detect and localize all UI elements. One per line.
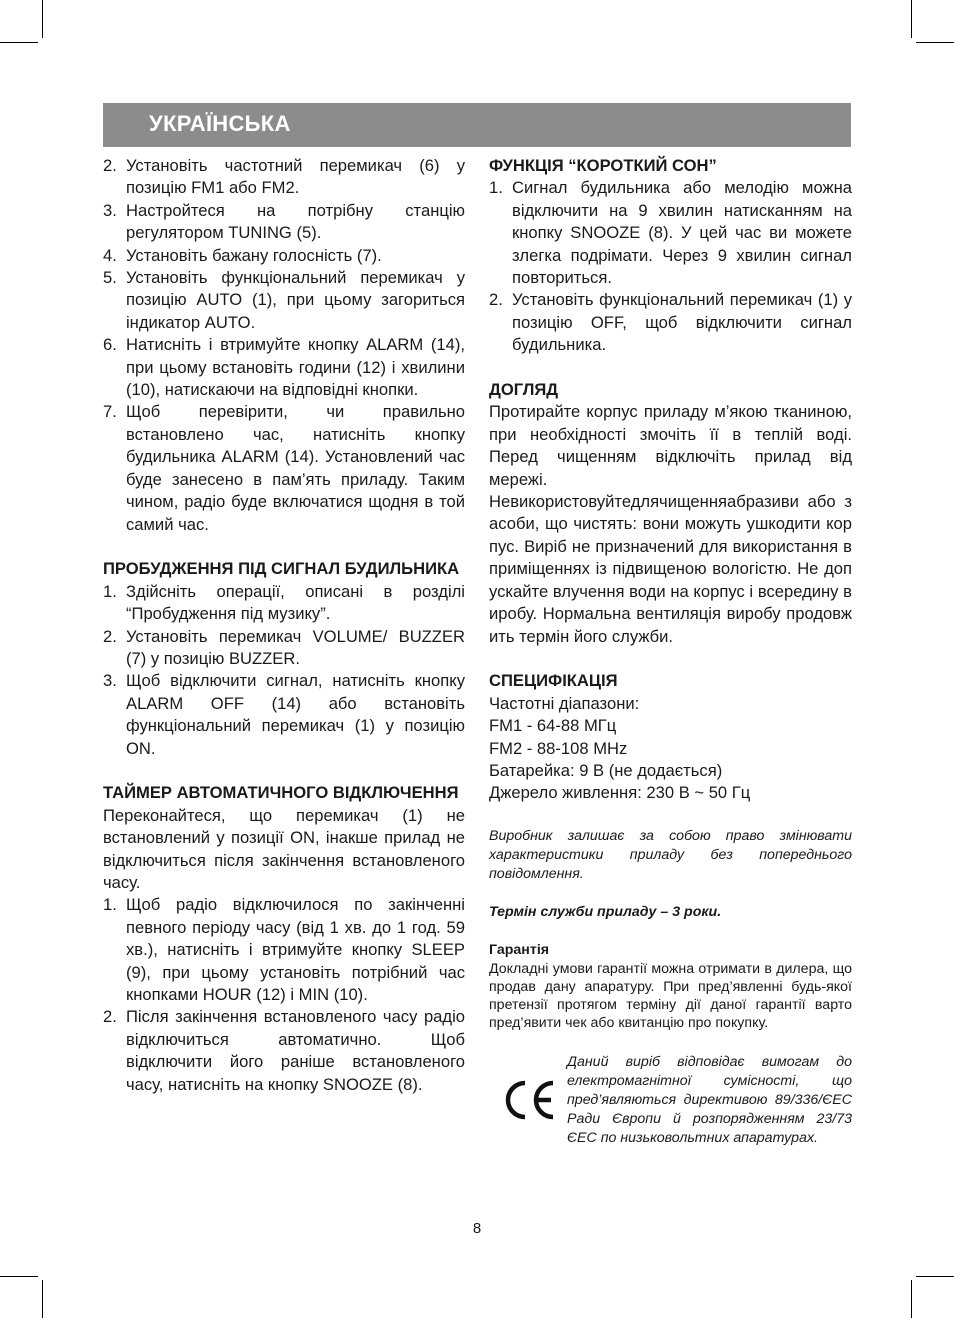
setup-steps-list: [103, 155, 465, 536]
list-item: 3. Щоб відключити сигнал, натисніть кнопку ALARM OFF (14) або встановіть функціональний перемикач (1) у позицію ON.: [103, 671, 465, 758]
list-item: 5. Установіть функціональний перемикач у позицію AUTO (1), при цьому загориться індикатор AUTO.: [103, 268, 465, 332]
crop-mark: [42, 1280, 43, 1318]
warranty-title: Гарантія: [489, 941, 550, 958]
list-item: 1. Сигнал будильника або мелодію можна відключити на 9 хвилин натисканням на кнопку SNOOZE (8). У цей час ви можете злегка подрімати. Через 9 хвилин сигнал повториться.: [489, 178, 852, 288]
crop-mark: [42, 0, 43, 38]
list-item: 1. Здійсніть операції, описані в розділі “Пробудження під музику”.: [103, 581, 465, 624]
spec-line: Частотні діапазони:: [489, 693, 640, 713]
manufacturer-note: Виробник залишає за собою право змінювати характеристики приладу без попереднього повідомлення.: [489, 827, 852, 882]
spec-line: Джерело живлення: 230 В ~ 50 Гц: [489, 783, 751, 803]
section-title-spec: СПЕЦИФІКАЦІЯ: [489, 671, 618, 691]
list-item: 2. Установіть перемикач VOLUME/ BUZZER (7) у позицію BUZZER.: [103, 626, 465, 668]
crop-mark: [911, 0, 912, 38]
care-paragraph-2: Невикористовуйтедлячищенняабразиви або засоби, що чистять: вони можуть ушкодити корпус. Виріб не призначений для використання в приміщеннях із підвищеною вологістю. Не допускайте влучення води на корпус і всередину виробу. Нормальна вентиляція виробу продовжить термін його служби.: [489, 492, 852, 646]
ce-compliance: [489, 1053, 852, 1171]
spec-line: Батарейка: 9 В (не додається): [489, 760, 723, 780]
service-life-note: Термін служби приладу – 3 роки.: [489, 903, 722, 920]
section-title-buzzer: ПРОБУДЖЕННЯ ПІД СИГНАЛ БУДИЛЬНИКА: [103, 559, 460, 579]
section-title-sleep: ТАЙМЕР АВТОМАТИЧНОГО ВІДКЛЮЧЕННЯ: [103, 783, 459, 803]
crop-mark: [916, 42, 954, 43]
spec-line: FM2 - 88-108 MHz: [489, 738, 628, 758]
list-item: 2. Після закінчення встановленого часу радіо відключиться автоматично. Щоб відключити його раніше встановленого часу, натисніть на кнопку SNOOZE (8).: [103, 1007, 465, 1094]
sleep-intro: Переконайтеся, що перемикач (1) не встановлений у позиції ON, інакше прилад не відключиться після закінчення встановленого часу.: [103, 805, 465, 892]
spec-line: FM1 - 64-88 МГц: [489, 716, 617, 736]
crop-mark: [911, 1280, 912, 1318]
page-number: 8: [472, 1220, 482, 1237]
warranty-text: Докладні умови гарантії можна отримати в дилера, що продав дану апаратуру. При пред’явленні будь-якої претензії протягом терміну дії даної гарантії варто пред’явити чек або квитанцію про покупку.: [489, 960, 852, 1032]
crop-mark: [916, 1276, 954, 1277]
ce-compliance-text: Даний виріб відповідає вимогам до електромагнітної сумісності, що пред’являються директивою 89/336/ЄЕС Ради Європи й розпорядженням 23/73 ЄЕС по низьковольтних апаратурах.: [567, 1053, 852, 1146]
snooze-steps-list: [489, 177, 852, 356]
crop-mark: [0, 42, 38, 43]
care-paragraph-1: Протирайте корпус приладу м’якою тканиною, при необхідності змочіть її в теплій воді. Перед чищенням відключіть прилад від мережі.: [489, 402, 852, 489]
list-item: 1. Щоб радіо відключилося по закінченні певного періоду часу (від 1 хв. до 1 год. 59 хв.), натисніть і втримуйте кнопку SLEEP (9), при цьому установіть потрібний час кнопками HOUR (12) і MIN (10).: [103, 895, 465, 1004]
list-item: 3. Настройтеся на потрібну станцію регулятором TUNING (5).: [103, 200, 465, 243]
list-item: 2. Установіть частотний перемикач (6) у позицію FM1 або FM2.: [103, 156, 465, 198]
left-column: [103, 155, 465, 1096]
list-item: 7. Щоб перевірити, чи правильно встановлено час, натисніть кнопку будильника ALARM (14). Установлений час буде занесено в пам’ять приладу. Таким чином, радіо буде включатися щодня в той самий час.: [103, 402, 465, 534]
ce-mark-icon: [501, 1077, 559, 1123]
section-title-snooze: ФУНКЦІЯ “КОРОТКИЙ СОН”: [489, 156, 717, 175]
list-item: 4. Установіть бажану голосність (7).: [103, 245, 382, 265]
buzzer-steps-list: [103, 581, 465, 760]
sleep-steps-list: [103, 894, 465, 1096]
crop-mark: [0, 1276, 38, 1277]
language-title: УКРАЇНСЬКА: [149, 111, 291, 136]
list-item: 2. Установіть функціональний перемикач (1) у позицію OFF, щоб відключити сигнал будильника.: [489, 290, 852, 355]
section-title-care: ДОГЛЯД: [489, 380, 559, 400]
warranty-block: [489, 941, 852, 1033]
language-header: [103, 103, 851, 147]
right-column: [489, 155, 852, 1171]
list-item: 6. Натисніть і втримуйте кнопку ALARM (14), при цьому встановіть години (12) і хвилини (10), натискаючи на відповідні кнопки.: [103, 335, 465, 400]
